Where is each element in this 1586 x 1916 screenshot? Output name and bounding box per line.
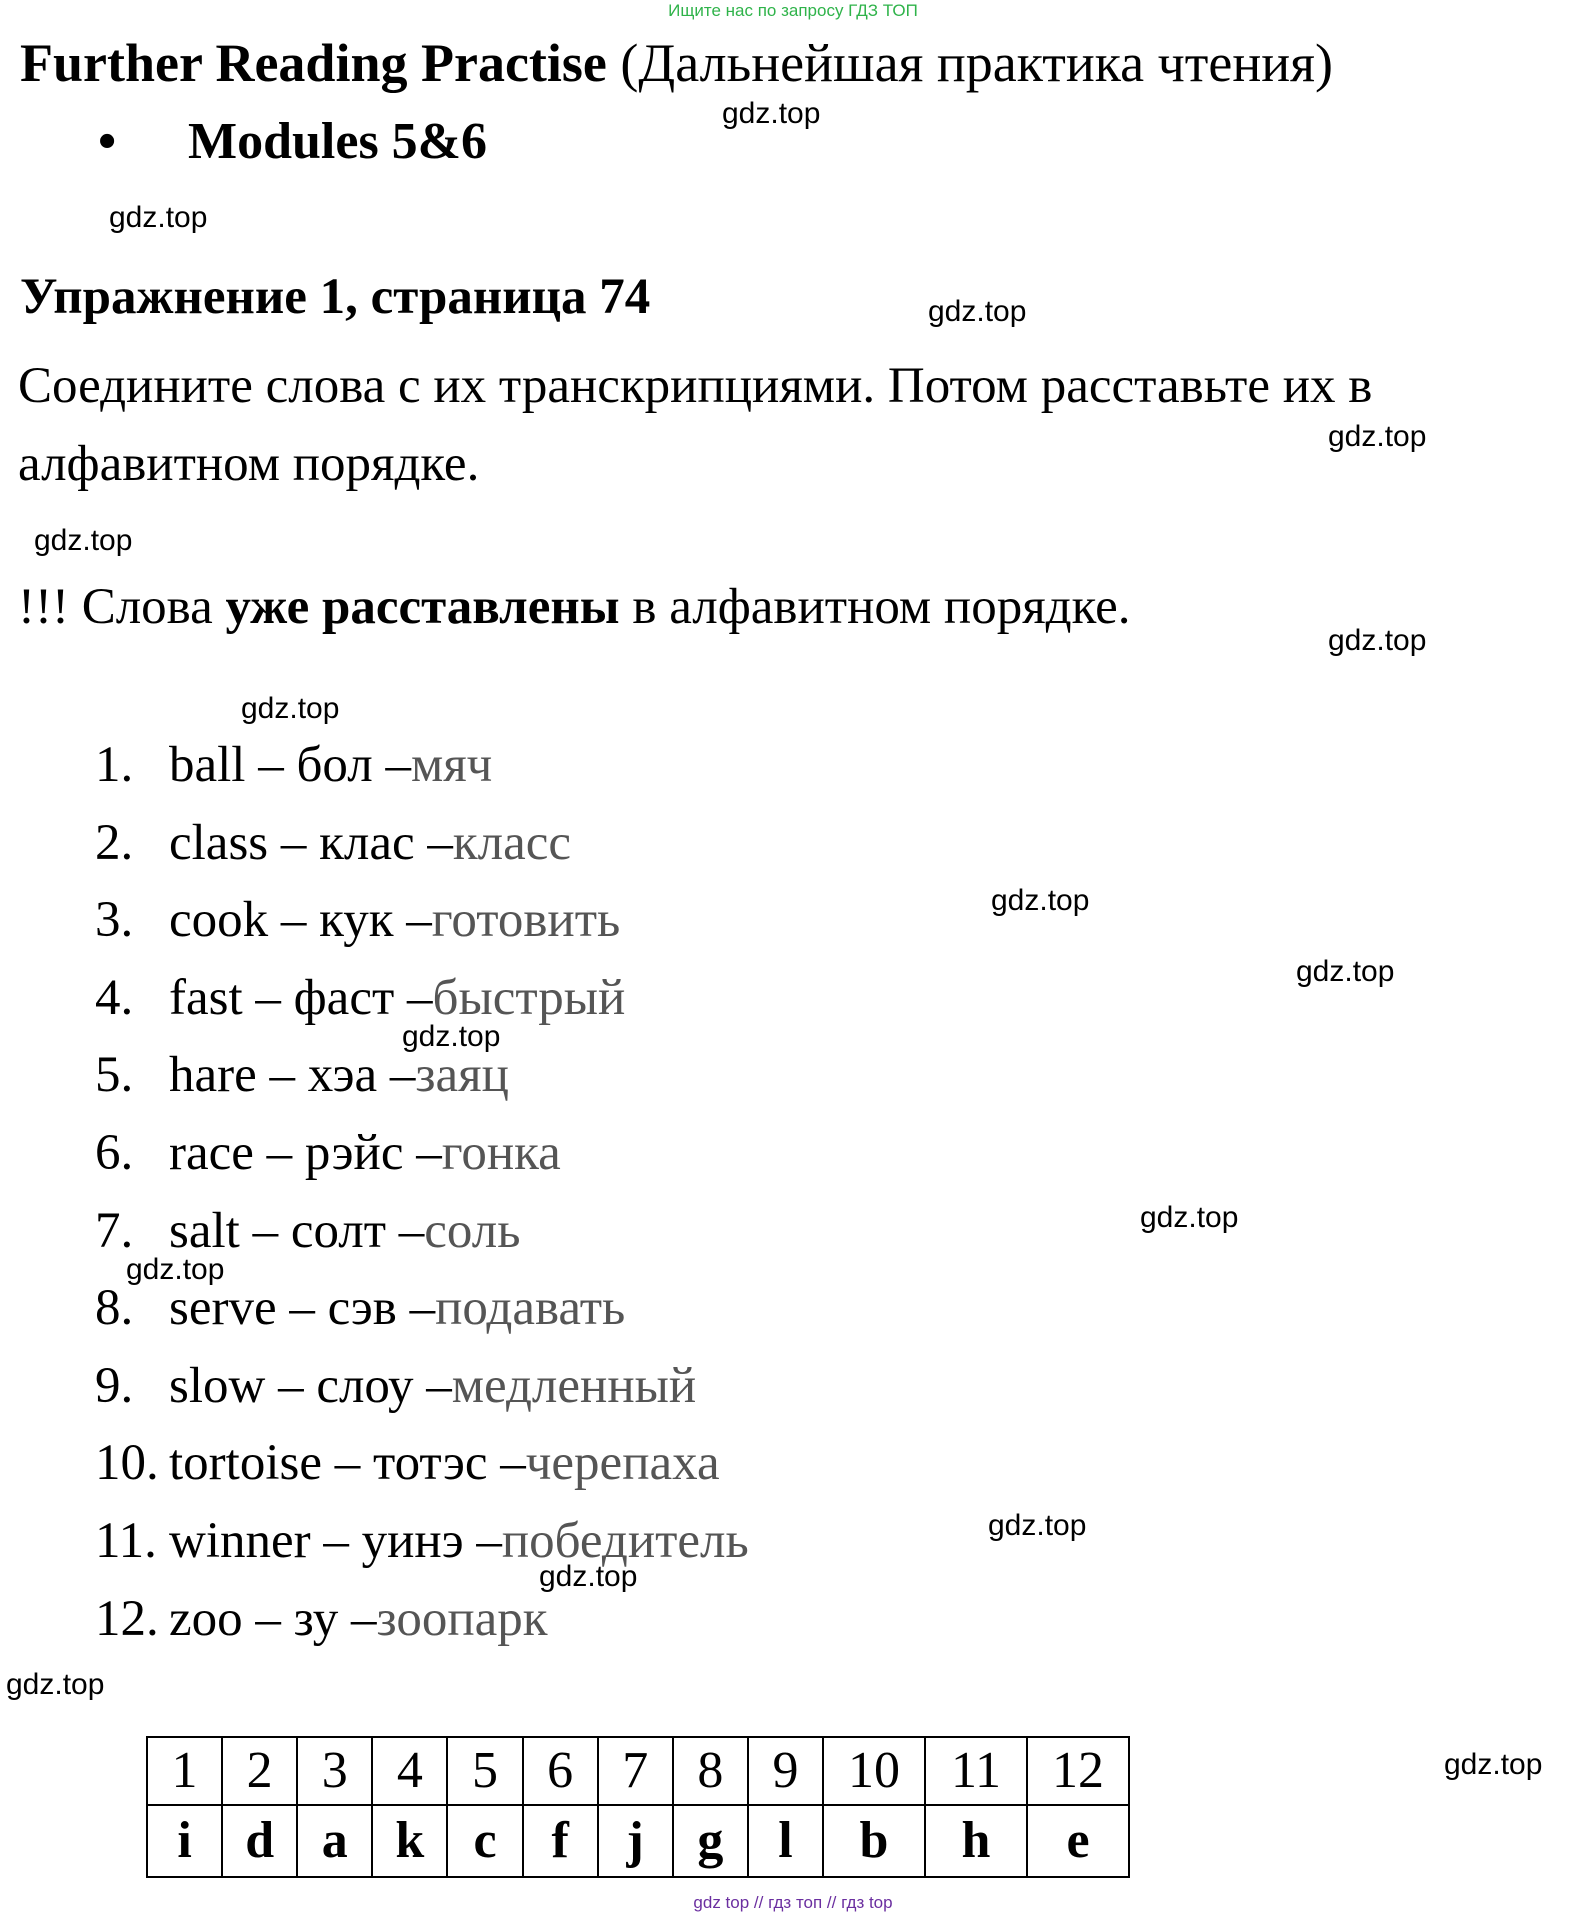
item-number: 10. [95,1435,159,1492]
list-item [95,805,749,883]
answer-numbers-row [147,1737,1129,1805]
answer-letter: i [147,1805,222,1877]
answer-letter: l [748,1805,823,1877]
watermark: gdz.top [1140,1201,1239,1234]
watermark: gdz.top [988,1509,1087,1542]
watermark: gdz.top [241,692,340,725]
answer-letter: f [523,1805,598,1877]
answer-letter: k [372,1805,447,1877]
item-translation: готовить [431,892,621,949]
watermark: gdz.top [402,1020,501,1053]
answer-number: 11 [925,1737,1027,1805]
item-translation: класс [452,814,572,871]
item-translation: подавать [435,1280,626,1337]
item-translation: победитель [501,1512,749,1569]
answer-number: 4 [372,1737,447,1805]
item-word: race – рэйс – [169,1124,442,1181]
list-item [95,1425,749,1503]
item-word: winner – уинэ – [169,1512,502,1569]
list-item [95,882,749,960]
note-prefix: !!! Слова [18,579,226,635]
list-item [95,1581,749,1659]
answer-letter: b [823,1805,925,1877]
exercise-title: Упражнение 1, страница 74 [20,269,651,325]
item-number: 4. [95,969,134,1026]
item-word: salt – солт – [169,1202,425,1259]
item-number: 9. [95,1357,134,1414]
watermark: gdz.top [928,295,1027,328]
answer-number: 5 [447,1737,522,1805]
item-translation: черепаха [525,1435,720,1492]
item-translation: медленный [451,1357,697,1414]
item-number: 1. [95,737,134,793]
answer-number: 6 [523,1737,598,1805]
answer-letter: a [297,1805,372,1877]
item-word: ball – бол – [169,737,411,793]
watermark: gdz.top [1296,955,1395,988]
answer-number: 3 [297,1737,372,1805]
item-translation: мяч [410,737,493,793]
bullet-icon: • [98,113,117,170]
page-title [20,32,1333,94]
watermark: gdz.top [1328,420,1427,453]
answer-number: 1 [147,1737,222,1805]
answer-number: 8 [673,1737,748,1805]
item-number: 8. [95,1280,134,1337]
list-item [95,1348,749,1426]
item-number: 6. [95,1124,134,1181]
item-number: 7. [95,1202,134,1259]
item-word: slow – слоу – [169,1357,452,1414]
item-word: serve – сэв – [169,1280,436,1337]
list-item [95,727,749,805]
list-item [95,1503,749,1581]
word-list [95,727,749,1658]
item-word: cook – кук – [169,892,432,949]
answer-number: 12 [1027,1737,1129,1805]
watermark: gdz.top [6,1668,105,1701]
title-english: Further Reading Practise [20,33,607,93]
item-word: tortoise – тотэс – [169,1435,526,1492]
item-translation: заяц [415,1047,509,1104]
search-hint: Ищите нас по запросу ГДЗ ТОП [668,1,918,20]
answer-letters-row [147,1805,1129,1877]
title-russian: (Дальнейшая практика чтения) [620,33,1333,93]
answer-letter: g [673,1805,748,1877]
answer-number: 7 [598,1737,673,1805]
alphabet-note [18,578,1131,636]
answer-letter: c [447,1805,522,1877]
answer-letter: h [925,1805,1027,1877]
watermark: gdz.top [991,884,1090,917]
item-number: 3. [95,892,134,949]
item-number: 5. [95,1047,134,1104]
watermark: gdz.top [539,1560,638,1593]
item-word: fast – фаст – [169,969,433,1026]
answer-letter: j [598,1805,673,1877]
item-word: zoo – зу – [169,1590,377,1647]
note-bold: уже расставлены [225,579,620,635]
item-number: 11. [95,1512,157,1569]
answer-number: 2 [222,1737,297,1805]
item-translation: быстрый [432,969,626,1026]
item-translation: соль [424,1202,521,1259]
list-item [95,1115,749,1193]
item-number: 12. [95,1590,159,1647]
answer-letter: d [222,1805,297,1877]
instruction-label: Соедините слова с их транскрипциями. Потом расставьте их в алфавитном порядке. [18,358,1373,492]
answer-number: 9 [748,1737,823,1805]
footer-links: gdz top // гдз топ // гдз top [693,1893,893,1912]
item-translation: гонка [441,1124,561,1181]
answer-letter: e [1027,1805,1129,1877]
watermark: gdz.top [34,524,133,557]
item-word: class – клас – [169,814,453,871]
item-word: hare – хэа – [169,1047,416,1104]
modules-label: Modules 5&6 [188,113,487,170]
answer-table [146,1736,1130,1878]
watermark: gdz.top [1328,624,1427,657]
modules-bullet [98,112,487,171]
note-suffix: в алфавитном порядке. [619,579,1131,635]
answer-number: 10 [823,1737,925,1805]
watermark: gdz.top [126,1253,225,1286]
watermark: gdz.top [109,201,208,234]
item-translation: зоопарк [376,1590,548,1647]
item-number: 2. [95,814,134,871]
watermark: gdz.top [1444,1748,1543,1781]
watermark: gdz.top [722,97,821,130]
